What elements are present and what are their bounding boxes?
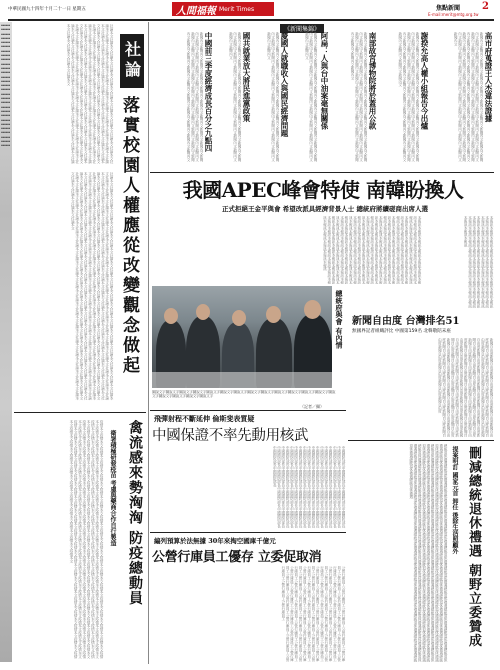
digest-headline: 高市府蒐證王人杰違法證據 <box>484 32 493 122</box>
person-head <box>164 308 178 324</box>
editorial-label-text: 社論 <box>122 41 142 81</box>
china-headline: 中國保證不率先動用核武 <box>152 428 309 444</box>
person-head <box>232 310 246 326</box>
digest-headline: 南部故宮博物院將於蓋用公款 <box>368 32 377 130</box>
person-head <box>266 306 281 323</box>
editorial-label <box>120 34 144 88</box>
editorial-divider <box>14 412 146 413</box>
left-column-rule <box>148 22 149 664</box>
section-name: 焦點新聞 <box>436 5 461 12</box>
budget-headline: 公營行庫員工優存 立委促取消 <box>152 550 322 565</box>
mid-rule <box>150 410 346 411</box>
date-line: 中華民國九十四年十月二十一日 星期五 <box>8 7 86 12</box>
digest-body: 新聞內文新聞內文新聞內文新聞內文新聞內文新聞內文新聞內文新聞內文新聞內文新聞內文新聞內文新聞內文新聞內文新聞內文新聞內文新聞內文新聞內文新聞內文新聞內文新聞內文新聞內文 <box>305 32 318 162</box>
digest-headline: 中國前三季度經濟成長百分之九點四 <box>204 32 213 152</box>
budget-body: 公營行庫員工公營行庫員工公營行庫員工公營行庫員工公營行庫員工公營行庫員工公營行庫員工公營行庫員工公營行庫員工公營行庫員工公營行庫員工公營行庫員工公營行庫員工公營行庫員工公營行庫員工公營行庫員工公營行庫員工公營行庫員工公營行庫員工公營行庫員工公營行庫員工公營行庫員工公營行庫員工公營行庫員工公營行庫員工公營行庫員工公營行庫員工公營行庫員工公營行庫員工公營行庫員工公營行庫員工公營行庫員工公營行庫員工公營行庫員工公營行庫員工公營行庫員工公營行庫員工公營行庫員工公營行庫員工公營行庫員工公營行庫員工公營行庫員工公營行庫員工公營行庫員工公營行庫員工公營行庫員工公營行庫員工公營行庫員工公營行庫員工公營行庫員工公營行庫員工公營行庫員工公營行庫員工公營行庫員工公營行庫員工公營行庫員工公營行庫員工公營行庫員工公營行庫員工公營行庫員工公營行庫員工公營行庫員工公營行庫員工公營行庫員工公營行庫員工公營行庫員工公營行庫員工公營行庫員工 <box>281 566 346 662</box>
masthead-rule <box>8 19 494 21</box>
digest-body: 新聞內文新聞內文新聞內文新聞內文新聞內文新聞內文新聞內文新聞內文新聞內文新聞內文新聞內文新聞內文新聞內文新聞內文新聞內文新聞內文新聞內文新聞內文新聞內文新聞內文新聞內文新聞內文新聞內文新聞內文新聞內文新聞內文新聞內文新聞內文新聞內文新聞內文新聞內文新聞內文新聞內文新聞內文新聞內文新聞內文新聞內文新聞內文新聞內文新聞內文新聞內文新聞內文新聞內文新聞內文新聞內文新聞內文新聞內文新聞內文新聞內文新聞內文新聞內文新聞內文新聞內文新聞內文新聞內文新聞內文新聞內文新聞內文 <box>454 32 484 162</box>
email-line: E-mail:merit@mtg.org.tw <box>428 12 479 17</box>
editorial-body-top: 社論本文社論本文社論本文社論本文社論本文社論本文社論本文社論本文社論本文社論本文社論本文社論本文社論本文社論本文社論本文社論本文社論本文社論本文社論本文社論本文社論本文社論本文社論本文社論本文社論本文社論本文社論本文社論本文社論本文社論本文社論本文社論本文社論本文社論本文社論本文社論本文社論本文社論本文社論本文社論本文社論本文社論本文社論本文社論本文社論本文社論本文社論本文社論本文社論本文社論本文社論本文社論本文社論本文社論本文社論本文社論本文社論本文社論本文社論本文社論本文社論本文社論本文社論本文社論本文社論本文社論本文社論本文社論本文社論本文社論本文社論本文社論本文社論本文社論本文社論本文社論本文社論本文社論本文社論本文社論本文社論本文社論本文社論本文社論本文社論本文社論本文社論本文社論本文社論本文社論本文社論本文社論本文社論本文社論本文社論本文社論本文社論本文社論本文社論本文社論本文社論本文社論本文社論本文社論本文社論本文社論本文社論本文 <box>67 24 114 164</box>
right-bottom-subhead: 提案明訂 國家元首 卸任 後除生活照顧外 <box>451 446 458 555</box>
editorial-title: 落實校園人權應從改變觀念做起 <box>119 96 139 376</box>
person-head <box>196 304 210 320</box>
lower-sidebar-title: 禽流感來勢洶洶 防疫總動員 <box>127 420 143 606</box>
person-head <box>304 300 321 319</box>
news-digest-headlines <box>150 32 496 172</box>
main-headline: 我國APEC峰會特使 南韓盼換人 <box>182 178 464 202</box>
news-digest-badge: 《新聞集錦》 <box>280 24 324 33</box>
digest-headline: 國共就業放大將民進黨政策 <box>242 32 251 122</box>
digest-body: 新聞內文新聞內文新聞內文新聞內文新聞內文新聞內文新聞內文新聞內文新聞內文新聞內文新聞內文新聞內文新聞內文新聞內文新聞內文新聞內文新聞內文新聞內文新聞內文新聞內文新聞內文新聞內文新聞內文新聞內文新聞內文新聞內文新聞內文新聞內文新聞內文新聞內文新聞內文新聞內文新聞內文新聞內文新聞內文新聞內文新聞內文新聞內文 <box>187 32 204 162</box>
right-bottom-body: 總統退休禮遇總統退休禮遇總統退休禮遇總統退休禮遇總統退休禮遇總統退休禮遇總統退休禮遇總統退休禮遇總統退休禮遇總統退休禮遇總統退休禮遇總統退休禮遇總統退休禮遇總統退休禮遇總統退休禮遇總統退休禮遇總統退休禮遇總統退休禮遇總統退休禮遇總統退休禮遇總統退休禮遇總統退休禮遇總統退休禮遇總統退休禮遇總統退休禮遇總統退休禮遇總統退休禮遇總統退休禮遇總統退休禮遇總統退休禮遇總統退休禮遇總統退休禮遇總統退休禮遇總統退休禮遇總統退休禮遇總統退休禮遇總統退休禮遇總統退休禮遇總統退休禮遇總統退休禮遇總統退休禮遇總統退休禮遇總統退休禮遇總統退休禮遇總統退休禮遇總統退休禮遇總統退休禮遇總統退休禮遇總統退休禮遇總統退休禮遇總統退休禮遇總統退休禮遇總統退休禮遇總統退休禮遇總統退休禮遇總統退休禮遇總統退休禮遇總統退休禮遇總統退休禮遇總統退休禮遇總統退休禮遇總統退休禮遇總統退休禮遇總統退休禮遇總統退休禮遇總統退休禮遇總統退休禮遇總統退休禮遇總統退休禮遇總統退休禮遇總統退休禮遇總統退休禮遇總統退休禮遇總統退休禮遇總統退休禮遇總統退休禮遇總統退休禮遇總統退休禮遇總統退休禮遇總統退休禮遇總統退休禮遇總統退休禮遇總統退休禮遇總統退休禮遇總統退休禮遇總統退休禮遇總統退休禮遇總統退休禮遇 <box>409 444 448 662</box>
main-subhead: 正式拒絕王金平與會 希望改派具經濟背景人士 總統府將續磋商出席人選 <box>221 205 429 213</box>
editorial-body-mid: 社論本文社論本文社論本文社論本文社論本文社論本文社論本文社論本文社論本文社論本文社論本文社論本文社論本文社論本文社論本文社論本文社論本文社論本文社論本文社論本文社論本文社論本文社論本文社論本文社論本文社論本文社論本文社論本文社論本文社論本文社論本文社論本文社論本文社論本文社論本文社論本文社論本文社論本文社論本文社論本文社論本文社論本文社論本文社論本文社論本文社論本文社論本文社論本文社論本文社論本文社論本文社論本文社論本文社論本文社論本文社論本文社論本文社論本文社論本文社論本文社論本文社論本文社論本文社論本文社論本文社論本文社論本文社論本文社論本文社論本文社論本文社論本文社論本文社論本文社論本文社論本文社論本文社論本文社論本文社論本文社論本文社論本文社論本文社論本文社論本文社論本文社論本文社論本文社論本文社論本文社論本文社論本文社論本文社論本文社論本文社論本文社論本文社論本文社論本文社論本文社論本文社論本文社論本文社論本文社論本文社論本文社論本文社論本文社論本文社論本文社論本文社論本文社論本文社論本文社論本文社論本文社論本文社論本文社論本文社論本文社論本文社論本文社論本文社論本文社論本文社論本文社論本文社論本文社論本文社論本文社論本文社論本文社論本文社論本文社論本文社論本文社論本文社論本文社論本文社論本文社論本文社論本文社論本文社論本文社論本文社論本文社論本文社論本文社論本文社論本文社論本文社論本文社論本文社論本文社論本文 <box>71 172 114 400</box>
logo-subtitle: Merit Times <box>219 5 255 13</box>
budget-rule <box>150 532 346 533</box>
masthead-logo <box>172 2 274 16</box>
china-kicker: 飛彈射程不斷延伸 倫斯斐表質疑 <box>154 414 255 423</box>
digest-headline: 謝揆允高人權小組報告今出爐 <box>420 32 429 130</box>
mid-right-rule <box>348 440 494 441</box>
digest-headline: 慶國人就職收入與國民經濟問題 <box>280 32 289 137</box>
digest-bottom-rule <box>150 172 494 173</box>
ranking-headline: 新聞自由度 台灣排名51 <box>352 316 460 327</box>
ranking-body: 新聞自由度新聞自由度新聞自由度新聞自由度新聞自由度新聞自由度新聞自由度新聞自由度新聞自由度新聞自由度新聞自由度新聞自由度新聞自由度新聞自由度新聞自由度新聞自由度新聞自由度新聞自由度新聞自由度新聞自由度新聞自由度新聞自由度新聞自由度新聞自由度新聞自由度新聞自由度新聞自由度新聞自由度新聞自由度新聞自由度新聞自由度新聞自由度新聞自由度新聞自由度新聞自由度新聞自由度新聞自由度新聞自由度新聞自由度新聞自由度新聞自由度新聞自由度新聞自由度新聞自由度新聞自由度新聞自由度新聞自由度新聞自由度新聞自由度新聞自由度新聞自由度新聞自由度新聞自由度新聞自由度新聞自由度新聞自由度新聞自由度新聞自由度新聞自由度新聞自由度新聞自由度新聞自由度新聞自由度新聞自由度新聞自由度新聞自由度新聞自由度新聞自由度新聞自由度新聞自由度新聞自由度新聞自由度新聞自由度新聞自由度 <box>438 338 494 437</box>
main-body-right: 本報訊本報訊本報訊本報訊本報訊本報訊本報訊本報訊本報訊本報訊本報訊本報訊本報訊本報訊本報訊本報訊本報訊本報訊本報訊本報訊本報訊本報訊本報訊本報訊本報訊本報訊本報訊本報訊本報訊本報訊本報訊本報訊本報訊本報訊本報訊本報訊本報訊本報訊本報訊本報訊本報訊本報訊本報訊本報訊本報訊本報訊本報訊本報訊本報訊本報訊本報訊本報訊本報訊本報訊本報訊本報訊本報訊 <box>464 216 494 308</box>
right-bottom-headline: 刪減總統退休禮遇 朝野立委贊成 <box>466 446 481 648</box>
digest-body: 新聞內文新聞內文新聞內文新聞內文新聞內文新聞內文新聞內文新聞內文新聞內文新聞內文新聞內文新聞內文新聞內文新聞內文新聞內文新聞內文新聞內文新聞內文新聞內文新聞內文新聞內文 <box>267 32 280 162</box>
page-number: 2 <box>482 1 489 12</box>
digest-body: 新聞內文新聞內文新聞內文新聞內文新聞內文新聞內文新聞內文新聞內文新聞內文新聞內文新聞內文新聞內文新聞內文新聞內文新聞內文新聞內文新聞內文新聞內文新聞內文新聞內文新聞內文新聞內文新聞內文新聞內文新聞內文新聞內文新聞內文新聞內文新聞內文新聞內文新聞內文新聞內文 <box>351 32 368 162</box>
budget-kicker: 編列預算於法無據 30年來掏空國庫千億元 <box>154 537 276 545</box>
ranking-subhead: 無國界記者組織評比 中國第159名 北韓敬陪末座 <box>352 329 451 334</box>
digest-body: 新聞內文新聞內文新聞內文新聞內文新聞內文新聞內文新聞內文新聞內文新聞內文新聞內文新聞內文新聞內文新聞內文新聞內文新聞內文新聞內文新聞內文新聞內文新聞內文新聞內文新聞內文新聞內文新聞內文新聞內文新聞內文新聞內文新聞內文新聞內文新聞內文新聞內文新聞內文新聞內文新聞內文新聞內文新聞內文新聞內文新聞內文新聞內文新聞內文新聞內文新聞內文新聞內文 <box>398 32 420 162</box>
news-photo <box>152 286 332 388</box>
lower-sidebar-subtitle: 衛署積極研發疫苗 考慮與藥商合作自行製造 <box>109 430 116 547</box>
photo-caption-text: 圖說文字圖說文字圖說文字圖說文字圖說文字圖說文字圖說文字圖說文字圖說文字圖說文字圖說文字圖說文字圖說文字圖說文字圖說文字圖說文字圖說文字圖說文字 <box>152 390 336 399</box>
edge-strip-text: ▪▪▪▪▪▪▪▪▪▪▪▪▪▪▪▪▪▪▪▪▪▪▪▪▪▪▪▪▪▪▪▪▪▪▪▪▪▪▪▪▪▪▪▪▪▪▪▪▪▪▪▪▪▪▪▪▪▪▪▪▪▪▪▪▪▪▪▪▪▪▪▪▪▪▪▪▪▪▪▪▪▪▪▪▪▪▪▪▪▪▪▪▪▪▪▪▪▪▪▪▪▪▪▪▪▪▪▪▪▪▪▪▪▪▪▪▪▪▪▪▪▪▪▪▪▪▪▪▪▪▪▪▪▪▪▪▪▪▪▪▪▪▪▪▪▪▪▪▪▪▪▪▪▪▪▪▪▪▪▪▪▪▪▪▪▪▪▪▪▪▪▪▪▪ <box>1 24 10 148</box>
digest-body: 新聞內文新聞內文新聞內文新聞內文新聞內文新聞內文新聞內文新聞內文新聞內文新聞內文新聞內文新聞內文新聞內文新聞內文新聞內文新聞內文新聞內文新聞內文新聞內文新聞內文新聞內文 <box>229 32 242 162</box>
main-body: 本報訊本報訊本報訊本報訊本報訊本報訊本報訊本報訊本報訊本報訊本報訊本報訊本報訊本報訊本報訊本報訊本報訊本報訊本報訊本報訊本報訊本報訊本報訊本報訊本報訊本報訊本報訊本報訊本報訊本報訊本報訊本報訊本報訊本報訊本報訊本報訊本報訊本報訊本報訊本報訊本報訊本報訊本報訊本報訊本報訊本報訊本報訊本報訊本報訊本報訊本報訊本報訊本報訊本報訊本報訊本報訊本報訊本報訊本報訊本報訊本報訊本報訊本報訊本報訊本報訊本報訊本報訊本報訊本報訊本報訊本報訊本報訊本報訊本報訊本報訊本報訊本報訊本報訊本報訊本報訊本報訊本報訊本報訊本報訊本報訊本報訊本報訊本報訊本報訊本報訊本報訊本報訊本報訊本報訊本報訊本報訊本報訊本報訊本報訊本報訊本報訊本報訊本報訊本報訊本報訊本報訊本報訊本報訊本報訊本報訊本報訊本報訊本報訊本報訊本報訊本報訊本報訊本報訊本報訊本報訊本報訊本報訊本報訊本報訊本報訊本報訊本報訊本報訊本報訊本報訊本報訊本報訊本報訊本報訊本報訊本報訊本報訊本報訊本報訊本報訊本報訊本報訊本報訊本報訊本報訊本報訊本報訊本報訊本報訊本報訊本報訊本報訊 <box>323 216 422 284</box>
photo-vertical-caption: 總統府與會 有內情 <box>335 290 343 349</box>
photo-credit: （記者／攝） <box>300 404 324 409</box>
table-edge <box>152 372 332 388</box>
digest-headline: 阿扁：人與台中油案毫無關係 <box>320 32 329 130</box>
logo-text: 人間福報 <box>176 5 216 17</box>
china-body: 中國國防部長中國國防部長中國國防部長中國國防部長中國國防部長中國國防部長中國國防部長中國國防部長中國國防部長中國國防部長中國國防部長中國國防部長中國國防部長中國國防部長中國國防部長中國國防部長中國國防部長中國國防部長中國國防部長中國國防部長中國國防部長中國國防部長中國國防部長中國國防部長中國國防部長中國國防部長中國國防部長中國國防部長中國國防部長中國國防部長中國國防部長中國國防部長中國國防部長中國國防部長中國國防部長中國國防部長中國國防部長中國國防部長中國國防部長中國國防部長中國國防部長中國國防部長中國國防部長中國國防部長中國國防部長中國國防部長中國國防部長中國國防部長中國國防部長中國國防部長中國國防部長中國國防部長中國國防部長中國國防部長中國國防部長中國國防部長中國國防部長中國國防部長中國國防部長中國國防部長中國國防部長中國國防部長中國國防部長中國國防部長中國國防部長中國國防部長 <box>273 446 346 528</box>
lower-sidebar-body: 疫情本文疫情本文疫情本文疫情本文疫情本文疫情本文疫情本文疫情本文疫情本文疫情本文疫情本文疫情本文疫情本文疫情本文疫情本文疫情本文疫情本文疫情本文疫情本文疫情本文疫情本文疫情本文疫情本文疫情本文疫情本文疫情本文疫情本文疫情本文疫情本文疫情本文疫情本文疫情本文疫情本文疫情本文疫情本文疫情本文疫情本文疫情本文疫情本文疫情本文疫情本文疫情本文疫情本文疫情本文疫情本文疫情本文疫情本文疫情本文疫情本文疫情本文疫情本文疫情本文疫情本文疫情本文疫情本文疫情本文疫情本文疫情本文疫情本文疫情本文疫情本文疫情本文疫情本文疫情本文疫情本文疫情本文疫情本文疫情本文疫情本文疫情本文疫情本文疫情本文疫情本文疫情本文疫情本文疫情本文疫情本文疫情本文疫情本文疫情本文疫情本文疫情本文疫情本文疫情本文疫情本文疫情本文疫情本文疫情本文疫情本文疫情本文疫情本文疫情本文疫情本文疫情本文疫情本文疫情本文疫情本文疫情本文疫情本文疫情本文疫情本文疫情本文疫情本文疫情本文疫情本文疫情本文疫情本文疫情本文疫情本文疫情本文疫情本文疫情本文疫情本文疫情本文疫情本文疫情本文疫情本文疫情本文疫情本文疫情本文疫情本文疫情本文疫情本文疫情本文疫情本文疫情本文疫情本文疫情本文疫情本文疫情本文疫情本文疫情本文疫情本文 <box>69 420 104 658</box>
